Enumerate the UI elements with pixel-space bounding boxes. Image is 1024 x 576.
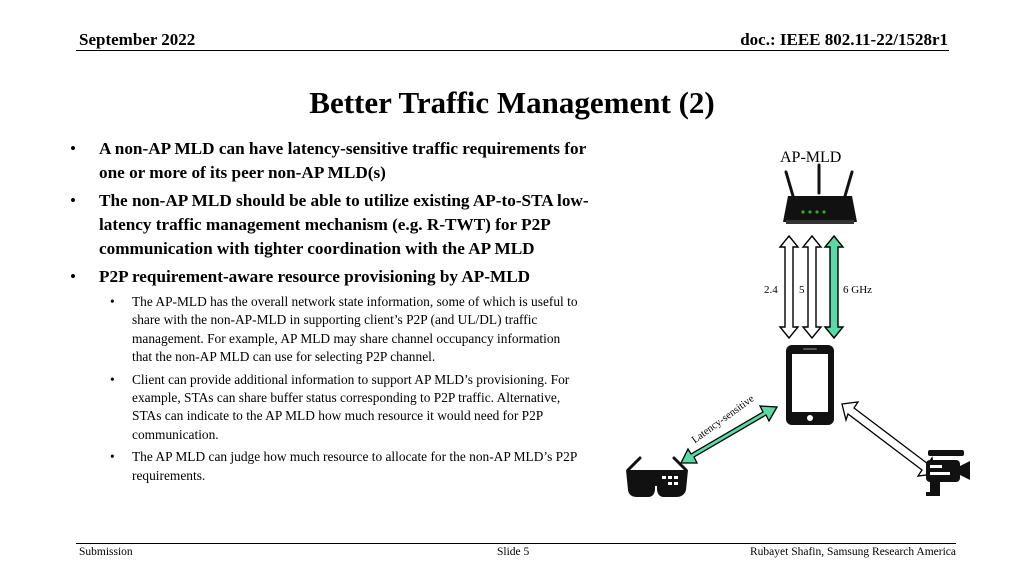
sub-bullet-2-text: Client can provide additional information to support AP MLD’s provisioning. For example, STAs can share buffer status corresponding to P2P traffic. Alternative, STAs can indicate to the AP MLD how much resource it would need for P2P communication. [132,371,570,442]
link-6ghz-arrow [825,236,843,338]
sub-bullet-2 [68,371,598,445]
bullet-marker: • [70,191,77,210]
bullet-marker: • [70,139,77,158]
footer-slide-number: Slide 5 [497,546,530,558]
bullet-3 [68,265,598,289]
band-label-5: 5 [799,284,805,296]
slide-body [68,137,598,489]
band-label-6ghz: 6 GHz [843,284,873,296]
latency-sensitive-label: Latency-sensitive [690,393,757,446]
link-5ghz-arrow [803,236,821,338]
sub-bullet-3-text: The AP MLD can judge how much resource to allocate for the non-AP MLD’s P2P requirements. [132,449,577,483]
link-2-4ghz-arrow [780,236,798,338]
sub-bullet-1-text: The AP-MLD has the overall network state information, some of which is useful to share with the non-AP-MLD in supporting client’s P2P (and UL/DL) traffic management. For example, AP MLD may share channel occupancy information that the non-AP MLD can use for selecting P2P channel. [132,294,578,365]
sub-bullet-list [68,293,598,485]
network-diagram [600,160,980,510]
footer-author: Rubayet Shafin, Samsung Research America [750,546,956,558]
slide-title: Better Traffic Management (2) [309,85,715,120]
band-label-2-4: 2.4 [764,284,778,296]
bullet-1 [68,137,598,185]
router-icon [783,165,857,224]
bullet-1-text: A non-AP MLD can have latency-sensitive traffic requirements for one or more of its peer non-AP MLD(s) [99,139,586,182]
vr-glasses-icon [626,458,688,497]
link-phone-camera-arrow [842,402,934,476]
bullet-marker: • [70,267,77,286]
bullet-3-text: P2P requirement-aware resource provisioning by AP-MLD [99,267,531,286]
footer-submission: Submission [79,546,133,558]
bullet-marker: • [110,449,115,465]
bullet-2 [68,189,598,261]
footer-divider [76,543,956,544]
sub-bullet-1 [68,293,598,367]
header-doc-id: doc.: IEEE 802.11-22/1528r1 [740,30,948,49]
header-date: September 2022 [79,30,196,49]
smartphone-icon [786,345,834,425]
bullet-marker: • [110,294,115,309]
ap-mld-label: AP-MLD [780,149,842,166]
bullet-2-text: The non-AP MLD should be able to utilize existing AP-to-STA low-latency traffic management mechanism (e.g. R-TWT) for P2P communication with tighter coordination with the AP MLD [99,191,589,258]
header-divider [76,50,949,51]
bullet-marker: • [110,371,115,387]
sub-bullet-3 [68,448,598,485]
camera-icon [926,450,970,496]
